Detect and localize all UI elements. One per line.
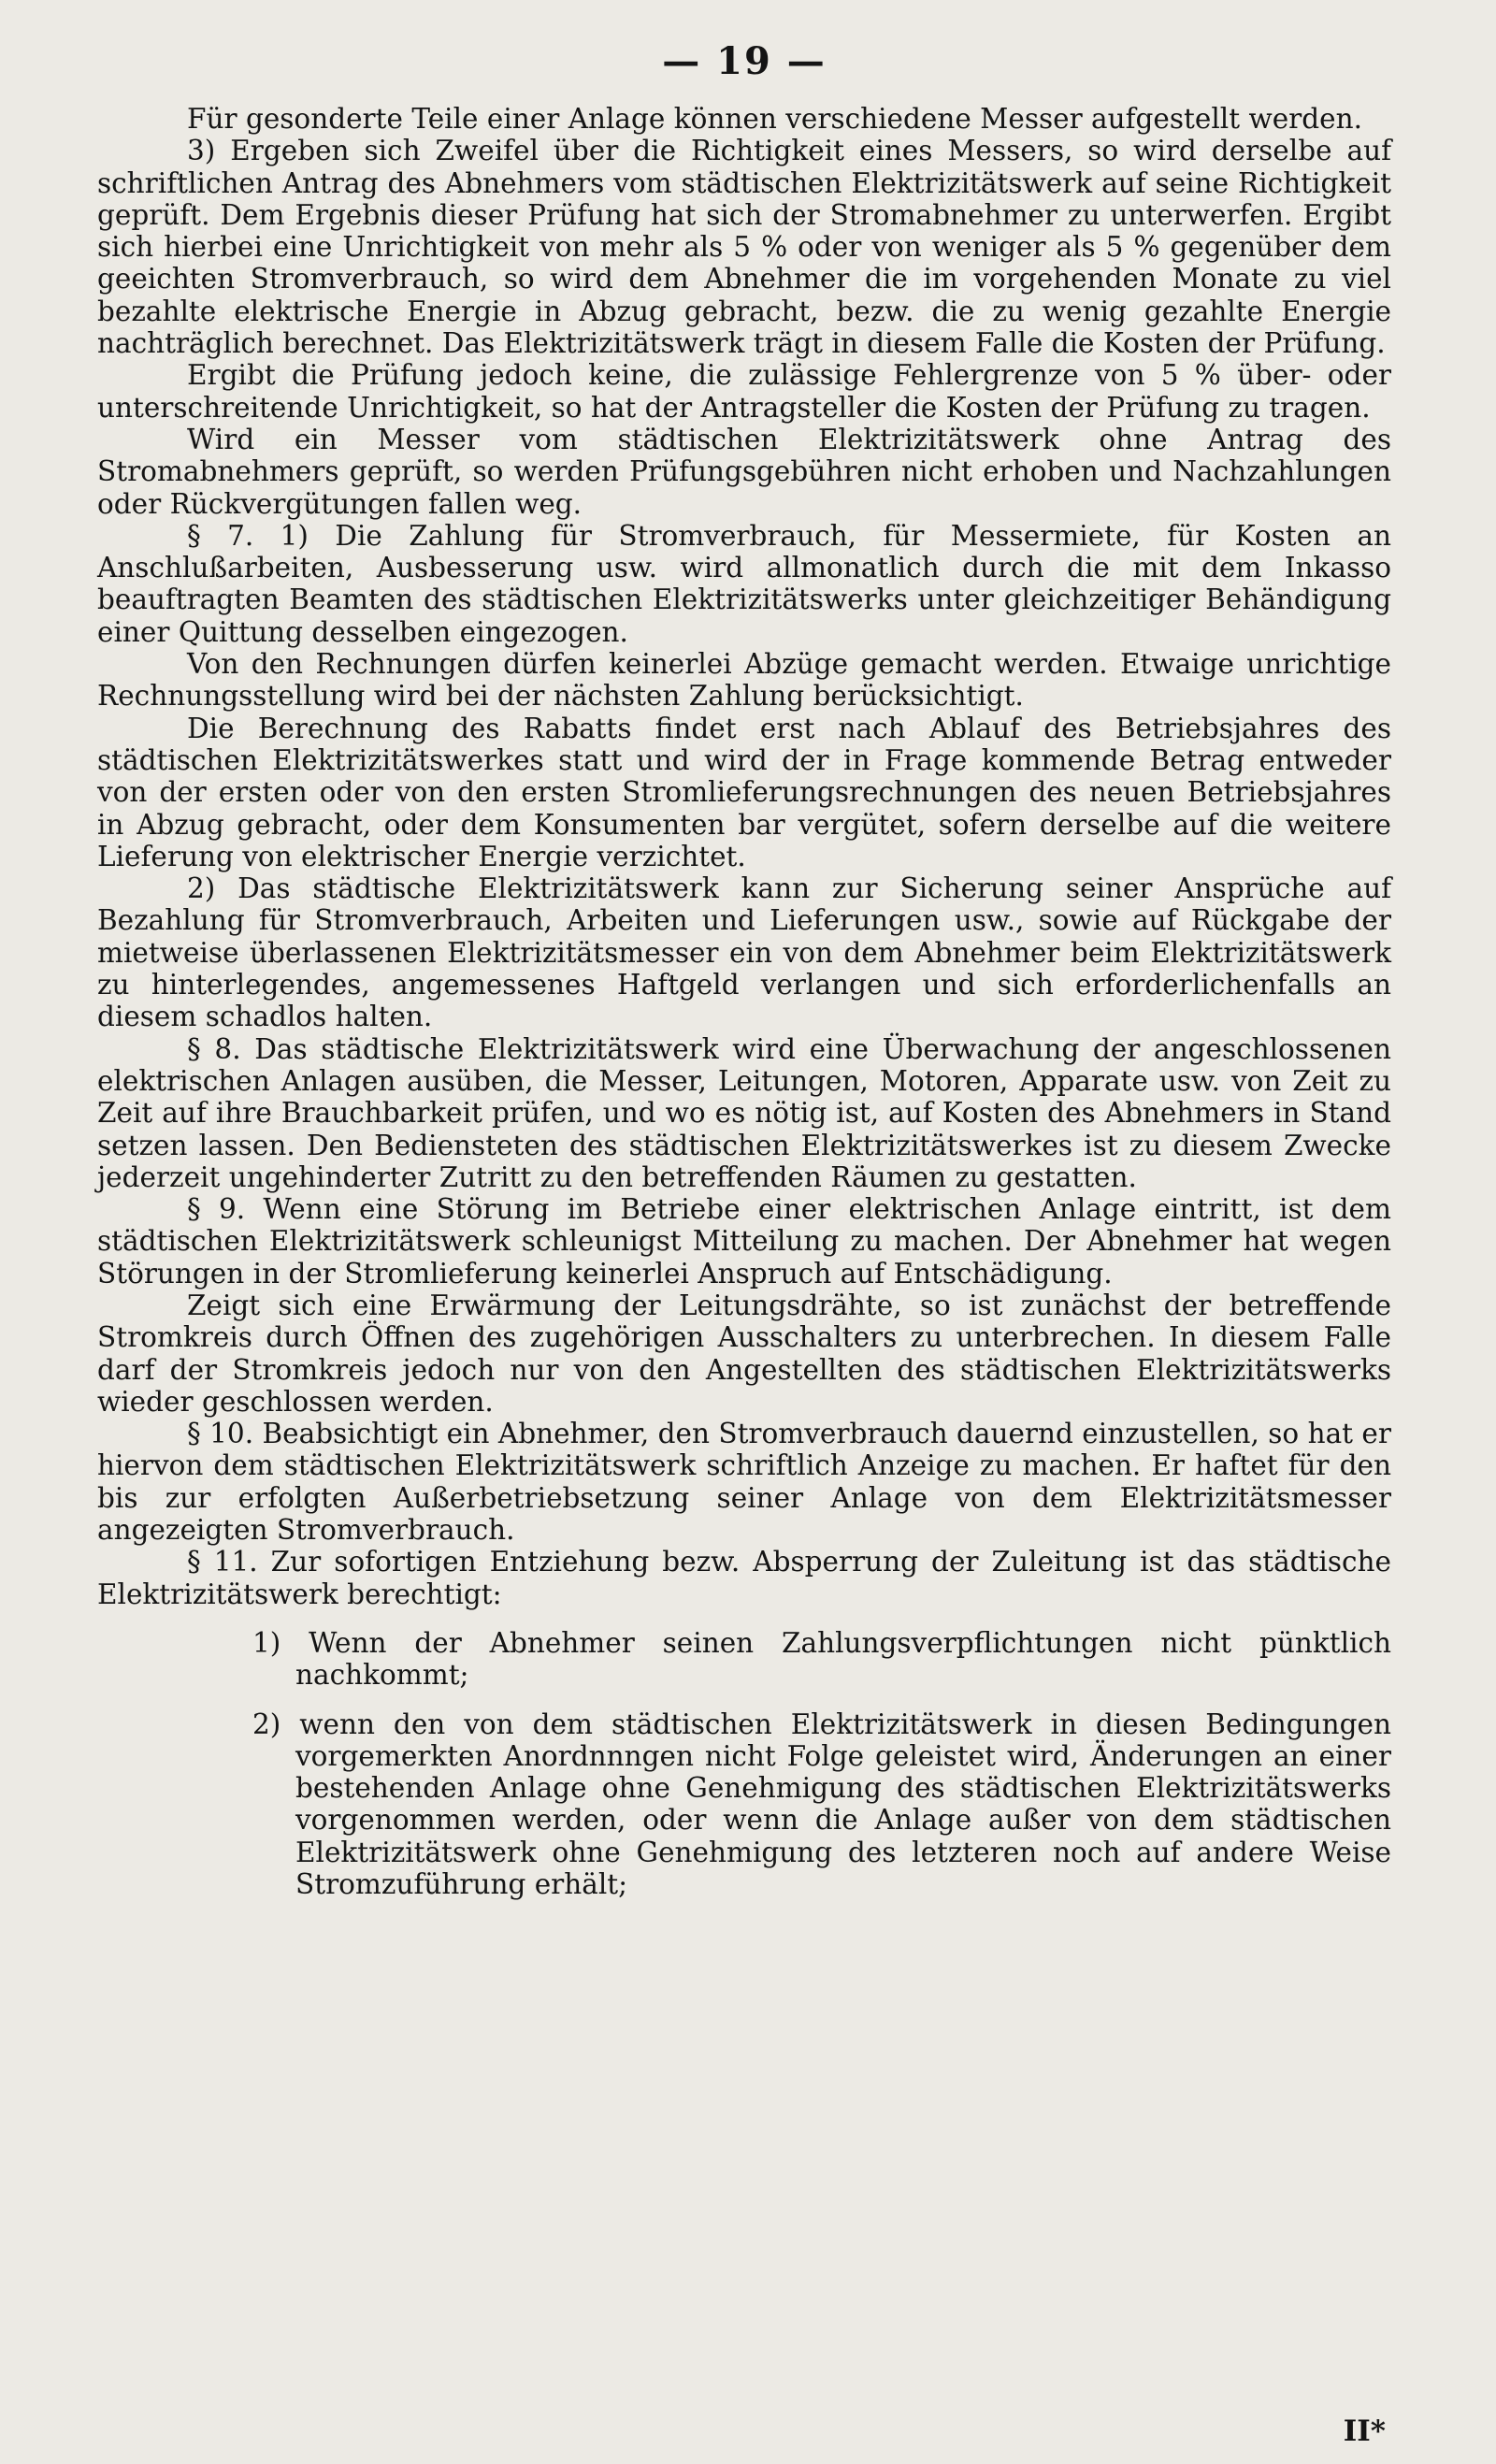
body-text: [97, 103, 1391, 1900]
list-item: 1) Wenn der Abnehmer seinen Zahlungsverpflichtungen nicht pünktlich nachkommt;: [252, 1626, 1391, 1692]
paragraph: Die Berechnung des Rabatts findet erst nach Ablauf des Betriebsjahres des städtischen Elektrizitätswerkes statt und wird der in Frage kommende Betrag entweder von der ersten oder von den ersten Stromlieferungsrechnungen des neuen Betriebsjahres in Abzug gebracht, oder dem Konsumenten bar vergütet, sofern derselbe auf die weitere Lieferung von elektrischer Energie verzichtet.: [97, 712, 1391, 872]
page-number: — 19 —: [662, 39, 827, 83]
list-item: 2) wenn den von dem städtischen Elektrizitätswerk in diesen Bedingungen vorgemerkten Anordnnngen nicht Folge geleistet wird, Änderungen an einer bestehenden Anlage ohne Genehmigung des städtischen Elektrizitätswerks vorgenommen werden, oder wenn die Anlage außer von dem städtischen Elektrizitätswerk ohne Genehmigung des letzteren noch auf andere Weise Stromzuführung erhält;: [252, 1708, 1391, 1901]
paragraph-section-11: § 11. Zur sofortigen Entziehung bezw. Absperrung der Zuleitung ist das städtische Elektrizitätswerk berechtigt:: [97, 1546, 1391, 1610]
paragraph-section-9: § 9. Wenn eine Störung im Betriebe einer elektrischen Anlage eintritt, ist dem städtischen Elektrizitätswerk schleunigst Mitteilung zu machen. Der Abnehmer hat wegen Störungen in der Stromlieferung keinerlei Anspruch auf Entschädigung.: [97, 1193, 1391, 1290]
paragraph: 2) Das städtische Elektrizitätswerk kann zur Sicherung seiner Ansprüche auf Bezahlung für Stromverbrauch, Arbeiten und Lieferungen usw., sowie auf Rückgabe der mietweise überlassenen Elektrizitätsmesser ein von dem Abnehmer beim Elektrizitätswerk zu hinterlegendes, angemessenes Haftgeld verlangen und sich erforderlichenfalls an diesem schadlos halten.: [97, 872, 1391, 1033]
paragraph-section-8: § 8. Das städtische Elektrizitätswerk wird eine Überwachung der angeschlossenen elektrischen Anlagen ausüben, die Messer, Leitungen, Motoren, Apparate usw. von Zeit zu Zeit auf ihre Brauchbarkeit prüfen, und wo es nötig ist, auf Kosten des Abnehmers in Stand setzen lassen. Den Bediensteten des städtischen Elektrizitätswerkes ist zu diesem Zwecke jederzeit ungehinderter Zutritt zu den betreffenden Räumen zu gestatten.: [97, 1032, 1391, 1193]
paragraph: Für gesonderte Teile einer Anlage können verschiedene Messer aufgestellt werden.: [187, 103, 1362, 135]
paragraph-section-10: § 10. Beabsichtigt ein Abnehmer, den Stromverbrauch dauernd einzustellen, so hat er hiervon dem städtischen Elektrizitätswerk schriftlich Anzeige zu machen. Er haftet für den bis zur erfolgten Außerbetriebsetzung seiner Anlage von dem Elektrizitätsmesser angezeigten Stromverbrauch.: [97, 1418, 1391, 1547]
paragraph: Ergibt die Prüfung jedoch keine, die zulässige Fehlergrenze von 5 % über- oder unterschreitende Unrichtigkeit, so hat der Antragsteller die Kosten der Prüfung zu tragen.: [97, 359, 1391, 424]
paragraph: Von den Rechnungen dürfen keinerlei Abzüge gemacht werden. Etwaige unrichtige Rechnungsstellung wird bei der nächsten Zahlung berücksichtigt.: [97, 648, 1391, 713]
paragraph: 3) Ergeben sich Zweifel über die Richtigkeit eines Messers, so wird derselbe auf schriftlichen Antrag des Abnehmers vom städtischen Elektrizitätswerk auf seine Richtigkeit geprüft. Dem Ergebnis dieser Prüfung hat sich der Stromabnehmer zu unterwerfen. Ergibt sich hierbei eine Unrichtigkeit von mehr als 5 % oder von weniger als 5 % gegenüber dem geeichten Stromverbrauch, so wird dem Abnehmer die im vorgehenden Monate zu viel bezahlte elektrische Energie in Abzug gebracht, bezw. die zu wenig gezahlte Energie nachträglich berechnet. Das Elektrizitätswerk trägt in diesem Falle die Kosten der Prüfung.: [97, 135, 1391, 360]
paragraph: Zeigt sich eine Erwärmung der Leitungsdrähte, so ist zunächst der betreffende Stromkreis durch Öffnen des zugehörigen Ausschalters zu unterbrechen. In diesem Falle darf der Stromkreis jedoch nur von den Angestellten des städtischen Elektrizitätswerks wieder geschlossen werden.: [97, 1289, 1391, 1418]
paragraph: Wird ein Messer vom städtischen Elektrizitätswerk ohne Antrag des Stromabnehmers geprüft, so werden Prüfungsgebühren nicht erhoben und Nachzahlungen oder Rückvergütungen fallen weg.: [97, 423, 1391, 520]
paragraph-section-7: § 7. 1) Die Zahlung für Stromverbrauch, für Messermiete, für Kosten an Anschlußarbeiten, Ausbesserung usw. wird allmonatlich durch die mit dem Inkasso beauftragten Beamten des städtischen Elektrizitätswerks unter gleichzeitiger Behändigung einer Quittung desselben eingezogen.: [97, 519, 1391, 648]
signature-mark: II*: [1343, 2414, 1386, 2448]
